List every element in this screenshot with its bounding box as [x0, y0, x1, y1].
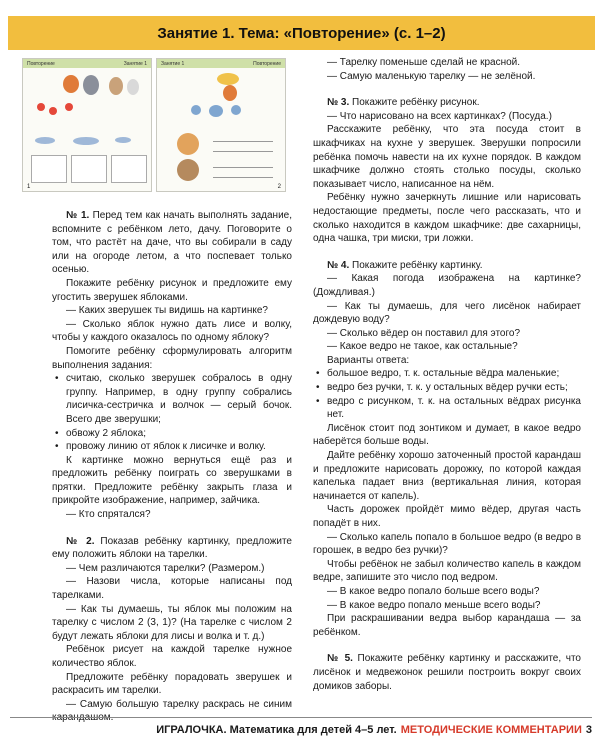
paragraph-gap	[52, 522, 292, 535]
cupboard-box	[111, 155, 147, 183]
paragraph-text: — Сколько яблок нужно дать лисе и волку, чтобы у каждого оказалось по одному яблоку?	[52, 318, 292, 344]
right-page-number: 2	[277, 184, 281, 190]
fence-line	[213, 167, 273, 168]
bullet-item	[313, 367, 581, 381]
paragraph	[313, 503, 581, 530]
dialogue-line	[313, 531, 581, 558]
paragraph	[52, 643, 292, 670]
paragraph	[52, 454, 292, 508]
paragraph-text: — Кто спрятался?	[66, 509, 151, 521]
bear-house-illustration	[177, 159, 199, 181]
apple-icon	[65, 103, 73, 111]
paragraph-text: — Как ты думаешь, для чего лисёнок набирает дождевую воду?	[313, 300, 581, 326]
left-text-column	[52, 209, 292, 725]
plate-icon	[115, 137, 131, 143]
paragraph-text: Помогите ребёнку сформулировать алгоритм выполнения задания:	[52, 345, 292, 371]
paragraph-gap	[313, 639, 581, 652]
page-number: 3	[585, 724, 592, 736]
hare-illustration	[127, 79, 139, 95]
paragraph	[313, 354, 581, 368]
dialogue-line	[313, 300, 581, 327]
lesson-title: Занятие 1. Тема: «Повторение» (с. 1–2)	[157, 24, 446, 42]
paragraph	[52, 277, 292, 304]
right-page-lesson: Занятие 1	[161, 60, 185, 67]
paragraph-text: — В какое ведро попало больше всего воды?	[327, 585, 540, 597]
paragraph-text: К картинке можно вернуться ещё раз и предложить ребёнку поиграть со зверушками в прятки. Предложите ребёнку закрыть глаза и прикройте изображение, например, зайчика.	[52, 454, 292, 507]
paragraph-text: — Самую маленькую тарелку — не зелёной.	[327, 70, 536, 82]
paragraph-text: — Какая погода изображена на картинке? (Дождливая.)	[313, 273, 581, 298]
paragraph-text: — Чем различаются тарелки? (Размером.)	[66, 562, 265, 574]
paragraph	[313, 96, 581, 110]
paragraph	[313, 191, 581, 245]
paragraph-text: ведро без ручки, т. к. у остальных вёдер ручки есть;	[327, 382, 568, 394]
cupboard-box	[31, 155, 67, 183]
bullet-item	[52, 372, 292, 426]
bear-illustration	[109, 77, 123, 95]
paragraph-text: Покажите ребёнку рисунок.	[349, 97, 480, 109]
apple-icon	[37, 103, 45, 111]
dialogue-line	[313, 56, 581, 70]
book-title: ИГРАЛОЧКА. Математика для детей 4–5 лет.	[156, 724, 397, 736]
paragraph	[52, 535, 292, 562]
task-number: № 1.	[66, 210, 90, 221]
task-number: № 4.	[327, 259, 350, 271]
dialogue-line	[52, 318, 292, 345]
paragraph-text: большое ведро, т. к. остальные вёдра маленькие;	[327, 368, 560, 380]
workbook-thumbnail	[22, 58, 287, 190]
paragraph-text: провожу линию от яблок к лисичке и волку.	[66, 441, 266, 453]
dialogue-line	[313, 340, 581, 354]
dialogue-line	[52, 508, 292, 522]
paragraph-text: Дайте ребёнку хорошо заточенный простой карандаш и предложите нарисовать дорожку, по которой каждая капелька падает вниз (вертикальная линия, которая начинается от капель).	[313, 450, 581, 502]
plate-icon	[35, 137, 55, 144]
bullet-item	[313, 381, 581, 395]
dialogue-line	[52, 603, 292, 644]
paragraph-text: — Самую большую тарелку раскрась не синим карандашом.	[52, 698, 292, 724]
paragraph-text: ведро с рисунком, т. к. на остальных вёдрах рисунка нет.	[327, 395, 581, 421]
bullet-item	[52, 440, 292, 454]
paragraph	[52, 209, 292, 277]
fox-illustration	[63, 75, 79, 93]
workbook-page-left	[22, 58, 152, 192]
fence-line	[213, 141, 273, 142]
right-page-header: Повторение	[253, 60, 281, 67]
paragraph-gap	[313, 83, 581, 96]
task-number: № 3.	[327, 97, 350, 109]
paragraph-text: Ребёнок рисует на каждой тарелке нужное количество яблок.	[52, 644, 292, 669]
paragraph	[313, 422, 581, 449]
left-page-number: 1	[27, 184, 31, 190]
dialogue-line	[313, 327, 581, 341]
paragraph-text: Показав ребёнку картинку, предложите ему положить яблоки на тарелки.	[52, 535, 292, 561]
paragraph	[313, 449, 581, 503]
bucket-icon	[191, 105, 201, 115]
dialogue-line	[313, 70, 581, 84]
paragraph-text: — Сколько капель попало в большое ведро (в ведро в горошек, в ведро без ручки)?	[313, 531, 581, 557]
paragraph	[52, 345, 292, 372]
fence-line	[213, 151, 273, 152]
paragraph-text: Чтобы ребёнок не забыл количество капель в каждом ведре, запишите это число под ведром.	[313, 558, 581, 584]
fence-line	[213, 177, 273, 178]
page-footer	[10, 717, 592, 740]
paragraph-text: Расскажите ребёнку, что эта посуда стоит в шкафчиках на кухне у зверушек. Зверушки попросили ребёнка помочь навести на их кухне порядок. В каждом шкафчике должно стоять столько посуды, сколько показывает число, написанное на нём.	[313, 124, 581, 190]
paragraph-text: — Сколько вёдер он поставил для этого?	[327, 327, 521, 339]
fox-cub-illustration	[223, 85, 237, 101]
workbook-page-right	[156, 58, 286, 192]
paragraph-text: Лисёнок стоит под зонтиком и думает, в какое ведро наберётся больше воды.	[313, 422, 581, 448]
paragraph-text: — Как ты думаешь, ты яблок мы положим на тарелку с числом 2 (3, 1)? (На тарелке с числом 2 будут лежать яблоки для лисы и волка и т. д.)	[52, 603, 292, 642]
wolf-illustration	[83, 75, 99, 95]
left-page-lesson: Занятие 1	[123, 60, 147, 67]
plate-icon	[73, 137, 99, 145]
paragraph-text: Предложите ребёнку порадовать зверушек и раскрасить им тарелки.	[52, 671, 292, 697]
paragraph-text: Варианты ответа:	[327, 354, 410, 366]
dialogue-line	[313, 599, 581, 613]
dialogue-line	[52, 575, 292, 602]
paragraph-text: Покажите ребёнку картинку.	[349, 259, 483, 271]
left-page-header: Повторение	[27, 60, 55, 67]
cupboard-box	[71, 155, 107, 183]
task-number: № 2.	[66, 535, 95, 547]
paragraph	[313, 123, 581, 191]
right-text-column	[313, 56, 581, 693]
task-number: № 5.	[327, 653, 353, 665]
paragraph-text: — Какое ведро не такое, как остальные?	[327, 341, 518, 353]
dialogue-line	[313, 585, 581, 599]
lesson-title-banner	[8, 16, 595, 50]
paragraph-text: — В какое ведро попало меньше всего воды?	[327, 599, 541, 611]
paragraph	[313, 612, 581, 639]
paragraph-text: Перед тем как начать выполнять задание, вспомните с ребёнком лето, дачу. Поговорите о том, что растёт на даче, что вы собирали в саду или на огороде летом, а что поспевает только осенью.	[52, 210, 292, 276]
bullet-item	[313, 395, 581, 422]
apple-icon	[49, 107, 57, 115]
paragraph	[313, 259, 581, 273]
bucket-icon	[231, 105, 241, 115]
paragraph-text: Часть дорожек пройдёт мимо вёдер, другая часть попадёт в них.	[313, 504, 581, 529]
paragraph-text: — Назови числа, которые написаны под тарелками.	[52, 576, 292, 602]
paragraph-text: Покажите ребёнку рисунок и предложите ему угостить зверушек яблоками.	[52, 277, 292, 303]
paragraph-text: Ребёнку нужно зачеркнуть лишние или нарисовать недостающие предметы, после чего рассказать, что и сколько находится в каждом шкафчике: две сахарницы, одна чашка, три миски, три ложки.	[313, 192, 581, 245]
dialogue-line	[313, 272, 581, 299]
paragraph-text: — Что нарисовано на всех картинках? (Посуда.)	[327, 110, 552, 122]
paragraph-text: обвожу 2 яблока;	[66, 427, 146, 439]
paragraph-text: При раскрашивании ведра выбор карандаша — за ребёнком.	[313, 613, 581, 638]
dialogue-line	[313, 110, 581, 124]
umbrella-illustration	[217, 73, 239, 85]
bucket-icon	[209, 105, 223, 117]
paragraph	[313, 652, 581, 693]
section-title: МЕТОДИЧЕСКИЕ КОММЕНТАРИИ	[400, 724, 582, 736]
paragraph-gap	[313, 246, 581, 259]
paragraph	[313, 558, 581, 585]
bullet-item	[52, 427, 292, 441]
paragraph-text: считаю, сколько зверушек собралось в одну группу. Например, в одну группу собрались лисичка-сестричка и волчок — серый бочок. Всего две зверушки;	[66, 373, 292, 425]
paragraph	[52, 671, 292, 698]
paragraph-text: — Тарелку поменьше сделай не красной.	[327, 57, 521, 68]
fox-house-illustration	[177, 133, 199, 155]
dialogue-line	[52, 304, 292, 318]
paragraph-text: — Каких зверушек ты видишь на картинке?	[66, 305, 268, 317]
paragraph-text: Покажите ребёнку картинку и расскажите, что лисёнок и медвежонок решили построить вокруг своих домиков заборы.	[313, 653, 581, 692]
dialogue-line	[52, 562, 292, 576]
